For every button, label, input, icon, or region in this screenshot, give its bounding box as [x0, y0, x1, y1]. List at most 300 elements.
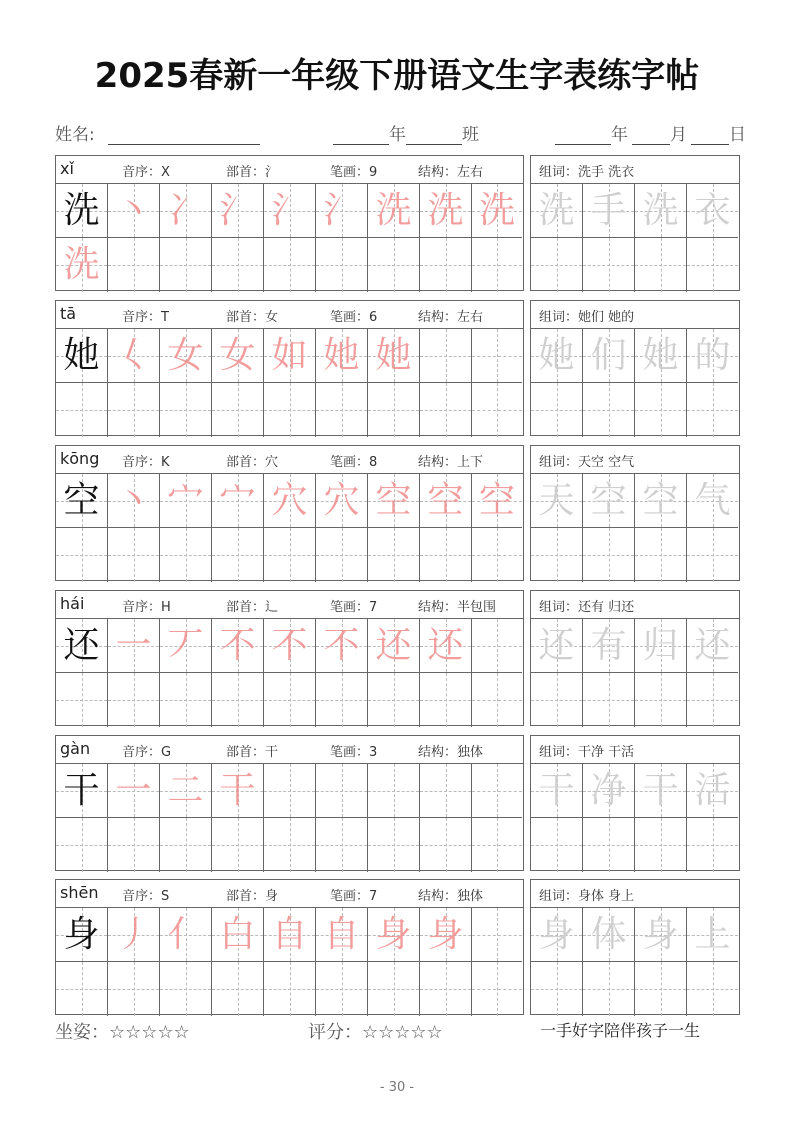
practice-cell[interactable]: [316, 764, 368, 818]
stroke-step-cell-char: 丶: [115, 189, 152, 231]
char-section-shēn: [55, 879, 740, 1015]
cell-guide-vertical: [394, 764, 395, 817]
practice-cell[interactable]: [687, 962, 738, 1016]
pinyin-label: tā: [60, 304, 77, 323]
cell-guide-vertical: [661, 818, 662, 872]
word-trace-cell-char: 衣: [694, 189, 731, 231]
stroke-step-cell[interactable]: [472, 474, 522, 528]
cell-guide-vertical: [290, 962, 291, 1016]
stroke-step-cell[interactable]: [160, 619, 212, 673]
stroke-step-cell[interactable]: [420, 474, 472, 528]
word-trace-cell[interactable]: [531, 619, 583, 673]
practice-cell[interactable]: [472, 764, 522, 818]
word-trace-cell-char: 还: [538, 624, 575, 666]
stroke-step-cell[interactable]: [108, 329, 160, 383]
structure-label: 结构：独体: [418, 745, 484, 760]
practice-cell[interactable]: [316, 383, 368, 437]
practice-cell[interactable]: [583, 962, 635, 1016]
practice-cell[interactable]: [531, 528, 583, 582]
cell-guide-vertical: [134, 528, 135, 582]
practice-cell[interactable]: [687, 818, 738, 872]
word-grid-block: [530, 445, 740, 581]
practice-cell[interactable]: [583, 673, 635, 727]
posture-stars[interactable]: ☆☆☆☆☆: [109, 1022, 190, 1043]
word-trace-cell-char: 干: [642, 769, 679, 811]
stroke-step-cell[interactable]: [368, 619, 420, 673]
practice-cell[interactable]: [635, 818, 687, 872]
practice-cell[interactable]: [368, 818, 420, 872]
practice-cell[interactable]: [687, 238, 738, 292]
words-header: [531, 736, 739, 764]
stroke-step-cell-char: 不: [323, 624, 360, 666]
stroke-step-cell[interactable]: [108, 908, 160, 962]
cell-guide-vertical: [134, 238, 135, 292]
word-trace-cell[interactable]: [687, 619, 738, 673]
word-trace-cell[interactable]: [635, 474, 687, 528]
stroke-step-cell-char: 二: [167, 769, 204, 811]
practice-cell[interactable]: [635, 528, 687, 582]
name-label: 姓名:: [55, 125, 95, 145]
practice-cell[interactable]: [472, 528, 522, 582]
trace-cell-char: 洗: [63, 244, 100, 285]
char-info-header: [56, 591, 523, 619]
word-trace-cell[interactable]: [687, 474, 738, 528]
cell-guide-vertical: [186, 238, 187, 292]
stroke-step-cell[interactable]: [108, 474, 160, 528]
stroke-step-cell[interactable]: [472, 184, 522, 238]
page-number: - 30 -: [379, 1080, 415, 1095]
practice-cell[interactable]: [583, 383, 635, 437]
stroke-step-cell[interactable]: [212, 329, 264, 383]
stroke-step-cell[interactable]: [264, 184, 316, 238]
cell-guide-vertical: [713, 962, 714, 1016]
word-trace-cell[interactable]: [583, 908, 635, 962]
cell-guide-vertical: [661, 238, 662, 292]
practice-cell[interactable]: [472, 383, 522, 437]
practice-cell[interactable]: [420, 962, 472, 1016]
practice-cell[interactable]: [316, 962, 368, 1016]
practice-cell[interactable]: [420, 764, 472, 818]
model-char-cell[interactable]: [56, 474, 108, 528]
model-char-cell[interactable]: [56, 329, 108, 383]
stroke-step-cell[interactable]: [108, 764, 160, 818]
stroke-step-cell[interactable]: [160, 329, 212, 383]
cell-guide-vertical: [342, 962, 343, 1016]
practice-cell[interactable]: [531, 818, 583, 872]
cell-guide-vertical: [609, 238, 610, 292]
stroke-step-cell-char: 穴: [271, 479, 308, 521]
word-trace-cell-char: 体: [590, 913, 627, 955]
practice-cell[interactable]: [316, 528, 368, 582]
practice-cell[interactable]: [212, 383, 264, 437]
practice-cell[interactable]: [635, 962, 687, 1016]
cell-guide-vertical: [661, 962, 662, 1016]
practice-cell[interactable]: [472, 818, 522, 872]
word-trace-cell-char: 归: [642, 624, 679, 666]
stroke-step-cell-char: 干: [219, 769, 256, 811]
stroke-count-label: 笔画：8: [330, 455, 378, 470]
word-grid-block: [530, 735, 740, 871]
practice-cell[interactable]: [472, 908, 522, 962]
word-trace-cell-char: 活: [694, 769, 731, 811]
stroke-step-cell[interactable]: [212, 764, 264, 818]
practice-cell[interactable]: [160, 673, 212, 727]
word-trace-cell[interactable]: [583, 329, 635, 383]
cell-guide-vertical: [446, 238, 447, 292]
practice-cell[interactable]: [212, 818, 264, 872]
practice-cell[interactable]: [108, 818, 160, 872]
practice-cell[interactable]: [531, 962, 583, 1016]
practice-cell[interactable]: [583, 818, 635, 872]
practice-cell[interactable]: [472, 329, 522, 383]
order-label: 音序：X: [122, 165, 170, 180]
practice-cell[interactable]: [583, 528, 635, 582]
word-trace-cell[interactable]: [531, 474, 583, 528]
stroke-step-cell[interactable]: [316, 619, 368, 673]
words-header: [531, 446, 739, 474]
radical-label: 部首：身: [226, 889, 279, 904]
practice-cell[interactable]: [368, 764, 420, 818]
word-grid-block: [530, 590, 740, 726]
pinyin-label: gàn: [60, 739, 91, 758]
stroke-step-cell[interactable]: [160, 184, 212, 238]
cell-guide-vertical: [609, 673, 610, 727]
stroke-step-cell-char: 丶: [115, 479, 152, 521]
practice-cell[interactable]: [212, 528, 264, 582]
stroke-step-cell[interactable]: [368, 184, 420, 238]
practice-cell[interactable]: [687, 673, 738, 727]
cell-guide-vertical: [238, 673, 239, 727]
words-label: 组词：洗手 洗衣: [539, 165, 635, 180]
cell-guide-vertical: [557, 962, 558, 1016]
stroke-step-cell-char: 自: [271, 913, 308, 955]
cell-guide-vertical: [238, 383, 239, 437]
structure-label: 结构：左右: [418, 165, 484, 180]
model-char-cell[interactable]: [56, 908, 108, 962]
day-underline: [691, 124, 729, 145]
practice-cell[interactable]: [160, 818, 212, 872]
practice-cell[interactable]: [368, 962, 420, 1016]
slogan: 一手好字陪伴孩子一生: [540, 1021, 701, 1040]
practice-cell[interactable]: [472, 962, 522, 1016]
word-trace-cell[interactable]: [531, 184, 583, 238]
word-trace-cell-char: 天: [538, 479, 575, 521]
practice-cell[interactable]: [108, 383, 160, 437]
practice-cell[interactable]: [472, 673, 522, 727]
word-trace-cell-char: 上: [694, 913, 731, 955]
word-trace-cell[interactable]: [531, 764, 583, 818]
stroke-step-cell[interactable]: [316, 474, 368, 528]
cell-guide-vertical: [661, 673, 662, 727]
practice-cell[interactable]: [264, 528, 316, 582]
cell-guide-vertical: [186, 818, 187, 872]
cell-guide-vertical: [394, 238, 395, 292]
practice-grid-block: [55, 735, 524, 871]
grade-label: 年: [389, 125, 406, 145]
practice-cell[interactable]: [56, 962, 108, 1016]
practice-cell[interactable]: [420, 329, 472, 383]
word-trace-cell[interactable]: [531, 329, 583, 383]
word-trace-cell[interactable]: [583, 474, 635, 528]
cell-guide-vertical: [609, 528, 610, 582]
stroke-step-cell[interactable]: [420, 184, 472, 238]
month-label: 月: [670, 125, 687, 145]
practice-cell[interactable]: [108, 673, 160, 727]
char-section-tā: [55, 300, 740, 436]
words-header: [531, 591, 739, 619]
stroke-step-cell[interactable]: [108, 619, 160, 673]
cell-guide-vertical: [497, 673, 498, 727]
cell-guide-vertical: [446, 673, 447, 727]
word-trace-cell-char: 空: [590, 479, 627, 521]
stroke-step-cell-char: 身: [427, 913, 464, 955]
practice-cell[interactable]: [316, 673, 368, 727]
stroke-step-cell-char: 氵: [219, 189, 256, 231]
cell-guide-vertical: [290, 238, 291, 292]
stroke-step-cell-char: 一: [115, 769, 152, 811]
model-char-cell-char: 还: [63, 624, 100, 666]
cell-guide-vertical: [238, 818, 239, 872]
cell-guide-vertical: [713, 818, 714, 872]
word-trace-cell-char: 有: [590, 624, 627, 666]
cell-guide-vertical: [238, 962, 239, 1016]
stroke-step-cell-char: 还: [375, 624, 412, 666]
practice-cell[interactable]: [635, 673, 687, 727]
char-section-kōng: [55, 445, 740, 581]
stroke-step-cell[interactable]: [212, 184, 264, 238]
cell-guide-vertical: [82, 383, 83, 437]
stroke-step-cell[interactable]: [212, 619, 264, 673]
practice-cell[interactable]: [212, 962, 264, 1016]
practice-cell[interactable]: [212, 238, 264, 292]
practice-cell[interactable]: [264, 673, 316, 727]
model-char-cell-char: 洗: [63, 189, 100, 231]
radical-label: 部首：女: [226, 310, 279, 325]
practice-cell[interactable]: [108, 528, 160, 582]
word-trace-cell[interactable]: [687, 329, 738, 383]
stroke-step-cell[interactable]: [316, 908, 368, 962]
score-stars[interactable]: ☆☆☆☆☆: [362, 1022, 443, 1043]
trace-cell[interactable]: [56, 238, 108, 292]
stroke-step-cell-char: 氵: [323, 189, 360, 231]
practice-cell[interactable]: [420, 673, 472, 727]
practice-cell[interactable]: [56, 528, 108, 582]
practice-cell[interactable]: [635, 238, 687, 292]
practice-cell[interactable]: [472, 238, 522, 292]
model-char-cell[interactable]: [56, 619, 108, 673]
cell-guide-vertical: [497, 238, 498, 292]
stroke-step-cell[interactable]: [160, 474, 212, 528]
stroke-step-cell[interactable]: [264, 329, 316, 383]
stroke-step-cell[interactable]: [264, 619, 316, 673]
stroke-step-cell[interactable]: [264, 474, 316, 528]
word-trace-cell-char: 她: [538, 334, 575, 376]
word-trace-cell[interactable]: [687, 764, 738, 818]
stroke-step-cell-char: 不: [271, 624, 308, 666]
stroke-step-cell[interactable]: [368, 908, 420, 962]
word-trace-cell-char: 手: [590, 189, 627, 231]
word-trace-cell[interactable]: [635, 764, 687, 818]
cell-guide-vertical: [713, 383, 714, 437]
practice-cell[interactable]: [316, 238, 368, 292]
char-section-hái: [55, 590, 740, 726]
practice-cell[interactable]: [368, 528, 420, 582]
word-trace-cell-char: 干: [538, 769, 575, 811]
pinyin-label: kōng: [60, 449, 100, 468]
cell-guide-vertical: [290, 528, 291, 582]
cell-guide-vertical: [497, 764, 498, 817]
word-trace-cell-char: 还: [694, 624, 731, 666]
word-trace-cell[interactable]: [635, 908, 687, 962]
grade-underline: [333, 124, 389, 145]
cell-guide-vertical: [394, 818, 395, 872]
stroke-step-cell[interactable]: [212, 474, 264, 528]
practice-grid-block: [55, 590, 524, 726]
pinyin-label: hái: [60, 594, 85, 613]
practice-cell[interactable]: [212, 673, 264, 727]
practice-cell[interactable]: [420, 818, 472, 872]
model-char-cell-char: 干: [63, 769, 100, 811]
cell-guide-vertical: [497, 329, 498, 382]
date-field[interactable]: [555, 120, 746, 150]
word-trace-cell[interactable]: [583, 619, 635, 673]
practice-cell[interactable]: [583, 238, 635, 292]
cell-guide-vertical: [342, 528, 343, 582]
stroke-step-cell-char: 洗: [375, 189, 412, 231]
practice-cell[interactable]: [420, 238, 472, 292]
cell-guide-vertical: [186, 673, 187, 727]
order-label: 音序：H: [122, 600, 171, 615]
word-grid-block: [530, 155, 740, 291]
cell-guide-vertical: [661, 528, 662, 582]
practice-cell[interactable]: [531, 238, 583, 292]
practice-cell[interactable]: [635, 383, 687, 437]
word-trace-cell[interactable]: [635, 184, 687, 238]
class-underline: [406, 124, 462, 145]
cell-guide-vertical: [609, 962, 610, 1016]
cell-guide-vertical: [186, 962, 187, 1016]
radical-label: 部首：穴: [226, 455, 279, 470]
stroke-step-cell-char: 空: [427, 479, 464, 521]
char-info-header: [56, 156, 523, 184]
practice-cell[interactable]: [420, 383, 472, 437]
posture-label: 坐姿：: [55, 1022, 109, 1043]
stroke-step-cell-char: 她: [323, 334, 360, 376]
stroke-step-cell[interactable]: [212, 908, 264, 962]
model-char-cell[interactable]: [56, 764, 108, 818]
practice-cell[interactable]: [264, 238, 316, 292]
practice-cell[interactable]: [368, 383, 420, 437]
word-trace-cell[interactable]: [583, 764, 635, 818]
word-grid-block: [530, 300, 740, 436]
words-label: 组词：干净 干活: [539, 745, 635, 760]
stroke-count-label: 笔画：7: [330, 600, 378, 615]
stroke-step-cell-char: 自: [323, 913, 360, 955]
stroke-step-cell-char: 空: [478, 479, 515, 521]
practice-cell[interactable]: [160, 962, 212, 1016]
practice-cell[interactable]: [56, 818, 108, 872]
stroke-step-cell[interactable]: [316, 329, 368, 383]
cell-guide-vertical: [497, 528, 498, 582]
practice-cell[interactable]: [531, 383, 583, 437]
cell-guide-vertical: [394, 383, 395, 437]
stroke-step-cell-char: 白: [219, 913, 256, 955]
practice-cell[interactable]: [160, 383, 212, 437]
structure-label: 结构：独体: [418, 889, 484, 904]
practice-cell[interactable]: [264, 764, 316, 818]
practice-cell[interactable]: [472, 619, 522, 673]
model-char-cell[interactable]: [56, 184, 108, 238]
word-trace-cell[interactable]: [583, 184, 635, 238]
radical-label: 部首：氵: [226, 165, 279, 180]
practice-cell[interactable]: [687, 383, 738, 437]
cell-guide-vertical: [713, 673, 714, 727]
word-trace-cell-char: 净: [590, 769, 627, 811]
cell-guide-vertical: [713, 528, 714, 582]
name-field[interactable]: [55, 120, 260, 150]
stroke-step-cell[interactable]: [108, 184, 160, 238]
stroke-count-label: 笔画：9: [330, 165, 378, 180]
stroke-step-cell[interactable]: [420, 908, 472, 962]
practice-cell[interactable]: [420, 528, 472, 582]
practice-cell[interactable]: [56, 383, 108, 437]
stroke-step-cell[interactable]: [420, 619, 472, 673]
page-title: 2025春新一年级下册语文生字表练字帖: [94, 56, 700, 96]
cell-guide-vertical: [557, 673, 558, 727]
practice-cell[interactable]: [264, 383, 316, 437]
practice-cell[interactable]: [108, 962, 160, 1016]
practice-cell[interactable]: [160, 528, 212, 582]
practice-cell[interactable]: [368, 238, 420, 292]
word-trace-cell[interactable]: [531, 908, 583, 962]
stroke-step-cell[interactable]: [316, 184, 368, 238]
stroke-step-cell[interactable]: [368, 474, 420, 528]
practice-cell[interactable]: [687, 528, 738, 582]
grade-class-field[interactable]: [333, 120, 479, 150]
practice-cell[interactable]: [316, 818, 368, 872]
practice-cell[interactable]: [108, 238, 160, 292]
stroke-step-cell[interactable]: [160, 764, 212, 818]
stroke-step-cell-char: 宀: [167, 479, 204, 521]
word-trace-cell[interactable]: [687, 184, 738, 238]
stroke-step-cell[interactable]: [368, 329, 420, 383]
pinyin-label: xǐ: [60, 159, 74, 178]
stroke-step-cell-char: 宀: [219, 479, 256, 521]
practice-cell[interactable]: [264, 818, 316, 872]
words-label: 组词：还有 归还: [539, 600, 635, 615]
stroke-count-label: 笔画：6: [330, 310, 378, 325]
cell-guide-vertical: [713, 238, 714, 292]
practice-cell[interactable]: [56, 673, 108, 727]
practice-cell[interactable]: [368, 673, 420, 727]
word-trace-cell[interactable]: [687, 908, 738, 962]
word-trace-cell[interactable]: [635, 619, 687, 673]
stroke-step-cell[interactable]: [264, 908, 316, 962]
stroke-step-cell[interactable]: [160, 908, 212, 962]
cell-guide-vertical: [82, 962, 83, 1016]
stroke-step-cell-char: 身: [375, 913, 412, 955]
cell-guide-vertical: [82, 528, 83, 582]
practice-cell[interactable]: [531, 673, 583, 727]
order-label: 音序：S: [122, 889, 170, 904]
structure-label: 结构：半包围: [418, 600, 497, 615]
cell-guide-vertical: [497, 383, 498, 437]
cell-guide-vertical: [446, 329, 447, 382]
stroke-step-cell-char: 丿: [115, 913, 152, 955]
practice-cell[interactable]: [160, 238, 212, 292]
word-trace-cell[interactable]: [635, 329, 687, 383]
practice-cell[interactable]: [264, 962, 316, 1016]
